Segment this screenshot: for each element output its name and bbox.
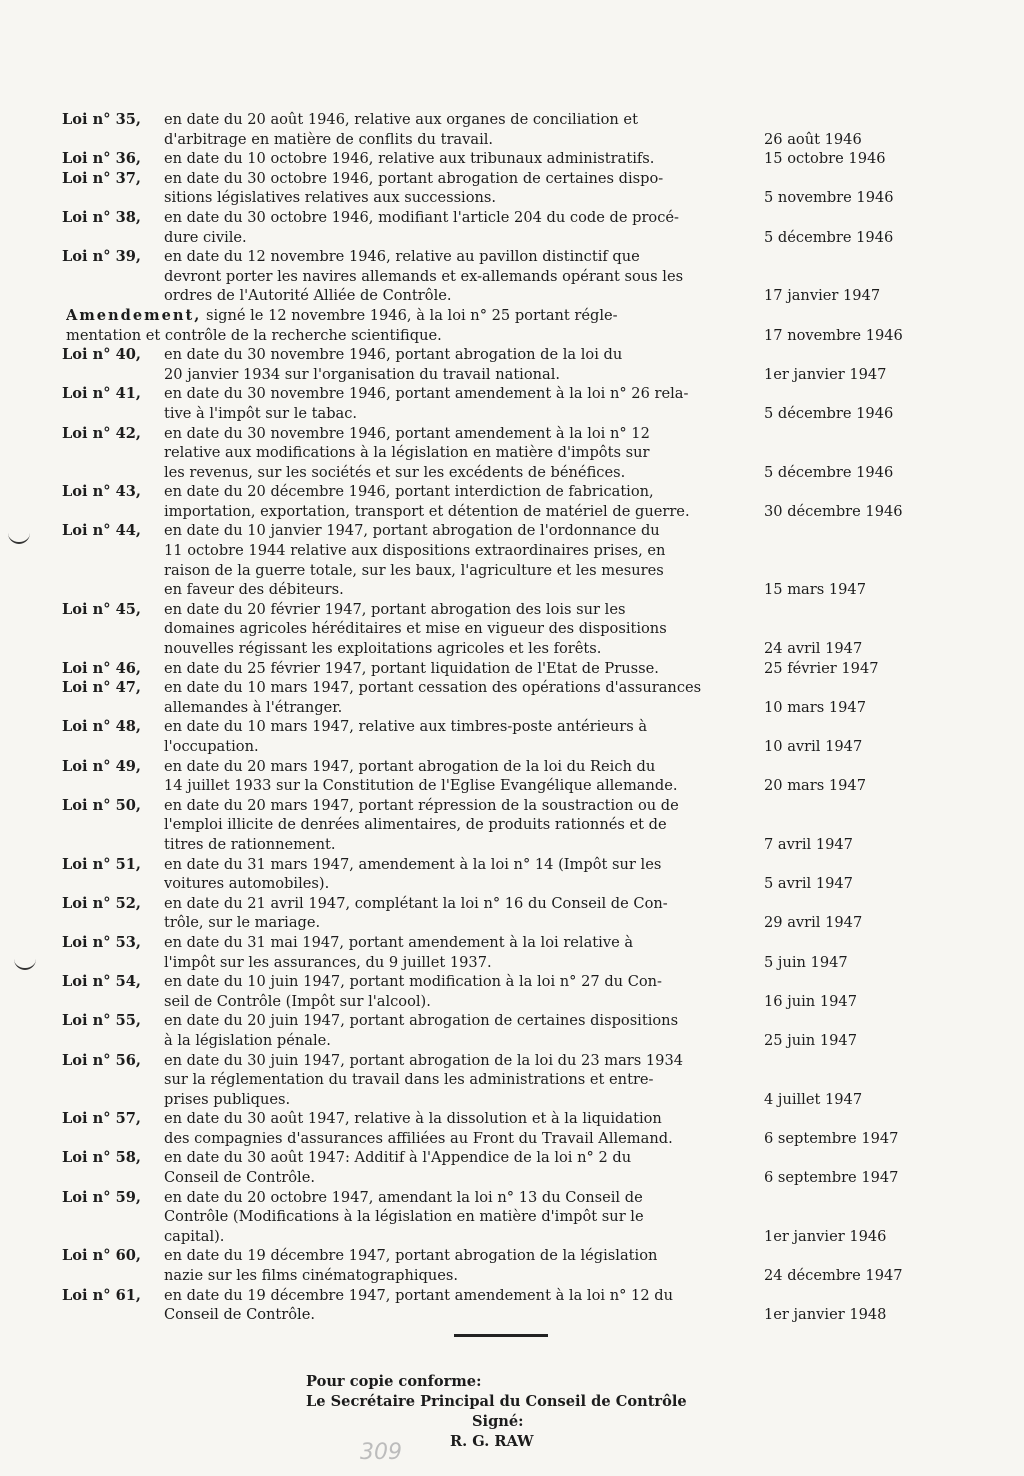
effective-date: 5 juin 1947: [764, 953, 848, 971]
law-entry: [62, 678, 922, 717]
description-line: en date du 20 mars 1947, portant répression de la soustraction ou de: [164, 796, 679, 814]
description-line: en date du 20 mars 1947, portant abrogation de la loi du Reich du: [164, 757, 656, 775]
description-line: en date du 19 décembre 1947, portant amendement à la loi n° 12 du: [164, 1286, 673, 1304]
description-line: domaines agricoles héréditaires et mise en vigueur des dispositions: [164, 620, 667, 638]
description-line: seil de Contrôle (Impôt sur l'alcool).: [164, 992, 431, 1010]
law-description: [164, 1011, 750, 1050]
law-description: [164, 384, 750, 423]
law-number: Loi n° 59,: [62, 1188, 141, 1206]
effective-date: 30 décembre 1946: [764, 502, 903, 520]
page-number: 309: [360, 1440, 402, 1465]
description-line: en date du 20 juin 1947, portant abrogation de certaines dispositions: [164, 1012, 679, 1030]
law-number: Loi n° 53,: [62, 933, 141, 951]
amendment-label: Amendement,: [66, 306, 202, 324]
description-line: sitions législatives relatives aux successions.: [164, 189, 497, 207]
law-number: Loi n° 50,: [62, 796, 141, 814]
description-line: mentation et contrôle de la recherche scientifique.: [66, 326, 442, 344]
law-entry: [62, 521, 922, 599]
effective-date: 5 avril 1947: [764, 875, 853, 893]
description-line: en date du 30 novembre 1946, portant amendement à la loi n° 26 rela-: [164, 385, 689, 403]
description-line: ordres de l'Autorité Alliée de Contrôle.: [164, 287, 452, 305]
law-entry: [62, 600, 922, 659]
description-line: raison de la guerre totale, sur les baux, l'agriculture et les mesures: [164, 561, 664, 579]
description-line: Contrôle (Modifications à la législation en matière d'impôt sur le: [164, 1208, 644, 1226]
law-description: [164, 149, 750, 169]
description-line: devront porter les navires allemands et ex-allemands opérant sous les: [164, 267, 684, 285]
description-line: en date du 30 août 1947: Additif à l'Appendice de la loi n° 2 du: [164, 1149, 632, 1167]
effective-date: 5 décembre 1946: [764, 404, 894, 422]
description-line: l'emploi illicite de denrées alimentaires, de produits rationnés et de: [164, 816, 667, 834]
law-description: [164, 659, 750, 679]
description-line: 20 janvier 1934 sur l'organisation du travail national.: [164, 365, 561, 383]
effective-date: 17 novembre 1946: [764, 326, 903, 344]
effective-date: 15 octobre 1946: [764, 150, 886, 168]
margin-mark: [14, 958, 36, 970]
law-number: Loi n° 38,: [62, 208, 141, 226]
law-number: Loi n° 46,: [62, 659, 141, 677]
amendment-entry: [62, 306, 922, 345]
effective-date: 7 avril 1947: [764, 835, 853, 853]
law-entry: [62, 345, 922, 384]
law-entry: [62, 894, 922, 933]
law-number: Loi n° 51,: [62, 855, 141, 873]
effective-date: 15 mars 1947: [764, 581, 866, 599]
description-line: en date du 10 mars 1947, portant cessation des opérations d'assurances: [164, 679, 702, 697]
description-line: en date du 30 octobre 1946, modifiant l'article 204 du code de procé-: [164, 208, 679, 226]
description-line: d'arbitrage en matière de conflits du travail.: [164, 130, 494, 148]
effective-date: 20 mars 1947: [764, 777, 866, 795]
law-description: [164, 757, 750, 796]
effective-date: 24 avril 1947: [764, 640, 863, 658]
law-list: [62, 110, 922, 1325]
description-line: Conseil de Contrôle.: [164, 1306, 315, 1324]
effective-date: 6 septembre 1947: [764, 1129, 899, 1147]
description-line: l'occupation.: [164, 738, 259, 755]
law-description: [164, 796, 750, 855]
description-line: titres de rationnement.: [164, 835, 336, 853]
law-entry: [62, 384, 922, 423]
law-entry: [62, 1246, 922, 1285]
law-entry: [62, 149, 922, 169]
law-entry: [62, 1051, 922, 1110]
effective-date: 26 août 1946: [764, 130, 862, 148]
description-line: en date du 31 mai 1947, portant amendement à la loi relative à: [164, 933, 634, 951]
law-description: [164, 678, 750, 717]
law-entry: [62, 757, 922, 796]
description-line: trôle, sur le mariage.: [164, 914, 321, 932]
law-number: Loi n° 60,: [62, 1247, 141, 1265]
effective-date: 10 avril 1947: [764, 738, 863, 755]
description-line: en date du 30 août 1947, relative à la dissolution et à la liquidation: [164, 1110, 662, 1128]
description-line: tive à l'impôt sur le tabac.: [164, 404, 358, 422]
law-description: [164, 972, 750, 1011]
effective-date: 6 septembre 1947: [764, 1169, 899, 1187]
description-line: sur la réglementation du travail dans les administrations et entre-: [164, 1071, 654, 1089]
law-number: Loi n° 48,: [62, 718, 141, 736]
law-entry: [62, 933, 922, 972]
description-line: en date du 30 novembre 1946, portant amendement à la loi n° 12: [164, 424, 650, 442]
effective-date: 16 juin 1947: [764, 992, 857, 1010]
description-line: 14 juillet 1933 sur la Constitution de l'Eglise Evangélique allemande.: [164, 777, 678, 795]
law-description: [164, 247, 750, 306]
effective-date: 10 mars 1947: [764, 698, 866, 716]
law-description: [164, 600, 750, 659]
law-description: [164, 894, 750, 933]
law-description: [164, 208, 750, 247]
law-number: Loi n° 47,: [62, 679, 141, 697]
law-number: Loi n° 40,: [62, 346, 141, 364]
description-line: en date du 21 avril 1947, complétant la loi n° 16 du Conseil de Con-: [164, 894, 668, 912]
effective-date: 5 décembre 1946: [764, 228, 894, 246]
effective-date: 1er janvier 1948: [764, 1306, 887, 1324]
description-line: en date du 19 décembre 1947, portant abrogation de la législation: [164, 1247, 658, 1265]
law-description: [164, 482, 750, 521]
description-line: voitures automobiles).: [164, 875, 330, 893]
law-number: Loi n° 54,: [62, 973, 141, 991]
law-number: Loi n° 37,: [62, 169, 141, 187]
law-description: [164, 933, 750, 972]
description-line: en date du 12 novembre 1946, relative au pavillon distinctif que: [164, 248, 640, 266]
description-line: nazie sur les films cinématographiques.: [164, 1267, 459, 1285]
law-number: Loi n° 57,: [62, 1110, 141, 1128]
law-description: [164, 1109, 750, 1148]
signed-label: Signé:: [472, 1413, 524, 1430]
description-line: en date du 31 mars 1947, amendement à la loi n° 14 (Impôt sur les: [164, 855, 662, 873]
law-entry: [62, 482, 922, 521]
law-entry: [62, 110, 922, 149]
law-description: [164, 521, 750, 599]
description-line: prises publiques.: [164, 1090, 291, 1108]
law-number: Loi n° 49,: [62, 757, 141, 775]
law-entry: [62, 796, 922, 855]
law-description: [164, 855, 750, 894]
law-description: [62, 306, 750, 345]
effective-date: 17 janvier 1947: [764, 287, 881, 305]
law-description: [164, 424, 750, 483]
effective-date: 25 février 1947: [764, 659, 879, 677]
description-line: relative aux modifications à la législation en matière d'impôts sur: [164, 444, 650, 462]
description-line: en faveur des débiteurs.: [164, 581, 344, 599]
description-line: nouvelles régissant les exploitations agricoles et les forêts.: [164, 640, 602, 658]
law-description: [164, 717, 750, 756]
signatory-name: R. G. RAW: [450, 1433, 534, 1450]
law-entry: [62, 169, 922, 208]
law-number: Loi n° 55,: [62, 1012, 141, 1030]
description-line: allemandes à l'étranger.: [164, 698, 343, 716]
description-line: en date du 30 octobre 1946, portant abrogation de certaines dispo-: [164, 169, 664, 187]
description-line: en date du 20 décembre 1946, portant interdiction de fabrication,: [164, 483, 654, 501]
effective-date: 5 décembre 1946: [764, 463, 894, 481]
description-line: en date du 20 octobre 1947, amendant la loi n° 13 du Conseil de: [164, 1188, 643, 1206]
law-number: Loi n° 42,: [62, 424, 141, 442]
description-line: en date du 10 juin 1947, portant modification à la loi n° 27 du Con-: [164, 973, 662, 991]
description-line: importation, exportation, transport et détention de matériel de guerre.: [164, 502, 690, 520]
signature-block: [0, 1372, 1024, 1452]
law-entry: [62, 972, 922, 1011]
law-description: [164, 110, 750, 149]
law-entry: [62, 1011, 922, 1050]
law-entry: [62, 208, 922, 247]
law-number: Loi n° 56,: [62, 1051, 141, 1069]
description-line: en date du 20 février 1947, portant abrogation des lois sur les: [164, 600, 626, 618]
effective-date: 1er janvier 1947: [764, 365, 887, 383]
effective-date: 29 avril 1947: [764, 914, 863, 932]
law-description: [164, 1148, 750, 1187]
description-line: en date du 10 janvier 1947, portant abrogation de l'ordonnance du: [164, 522, 660, 540]
law-entry: [62, 1188, 922, 1247]
effective-date: 25 juin 1947: [764, 1031, 857, 1049]
law-number: Loi n° 36,: [62, 150, 141, 168]
effective-date: 5 novembre 1946: [764, 189, 894, 207]
law-entry: [62, 855, 922, 894]
effective-date: 4 juillet 1947: [764, 1090, 863, 1108]
description-text: signé le 12 novembre 1946, à la loi n° 25 portant régle-: [205, 306, 618, 324]
law-entry: [62, 1148, 922, 1187]
law-description: [164, 1188, 750, 1247]
law-number: Loi n° 41,: [62, 385, 141, 403]
effective-date: 24 décembre 1947: [764, 1267, 903, 1285]
law-number: Loi n° 58,: [62, 1149, 141, 1167]
law-number: Loi n° 35,: [62, 111, 141, 128]
law-entry: [62, 1109, 922, 1148]
law-entry: [62, 717, 922, 756]
law-description: [164, 1286, 750, 1325]
law-description: [164, 1051, 750, 1110]
law-entry: [62, 247, 922, 306]
description-line: à la législation pénale.: [164, 1031, 331, 1049]
description-line: en date du 30 juin 1947, portant abrogation de la loi du 23 mars 1934: [164, 1051, 684, 1069]
law-entry: [62, 424, 922, 483]
law-description: [164, 1246, 750, 1285]
law-entry: [62, 1286, 922, 1325]
effective-date: 1er janvier 1946: [764, 1227, 887, 1245]
margin-mark: [8, 532, 30, 544]
description-line: des compagnies d'assurances affiliées au Front du Travail Allemand.: [164, 1129, 673, 1147]
description-line: l'impôt sur les assurances, du 9 juillet 1937.: [164, 953, 492, 971]
signatory-title: Le Secrétaire Principal du Conseil de Contrôle: [306, 1393, 687, 1410]
description-line: [66, 306, 750, 326]
description-line: 11 octobre 1944 relative aux dispositions extraordinaires prises, en: [164, 542, 666, 560]
separator-rule: [454, 1334, 548, 1337]
description-line: les revenus, sur les sociétés et sur les excédents de bénéfices.: [164, 463, 626, 481]
description-line: dure civile.: [164, 228, 247, 246]
law-number: Loi n° 52,: [62, 894, 141, 912]
law-description: [164, 169, 750, 208]
description-line: en date du 20 août 1946, relative aux organes de conciliation et: [164, 111, 638, 128]
description-line: en date du 30 novembre 1946, portant abrogation de la loi du: [164, 346, 623, 364]
law-number: Loi n° 39,: [62, 248, 141, 266]
certification-line: Pour copie conforme:: [306, 1373, 482, 1390]
law-number: Loi n° 43,: [62, 483, 141, 501]
law-number: Loi n° 45,: [62, 600, 141, 618]
law-number: Loi n° 44,: [62, 522, 141, 540]
description-line: capital).: [164, 1227, 225, 1245]
law-description: [164, 345, 750, 384]
law-entry: [62, 659, 922, 679]
description-line: Conseil de Contrôle.: [164, 1169, 315, 1187]
description-line: en date du 10 octobre 1946, relative aux tribunaux administratifs.: [164, 150, 655, 168]
description-line: en date du 10 mars 1947, relative aux timbres-poste antérieurs à: [164, 718, 648, 736]
description-line: en date du 25 février 1947, portant liquidation de l'Etat de Prusse.: [164, 659, 659, 677]
law-number: Loi n° 61,: [62, 1286, 141, 1304]
